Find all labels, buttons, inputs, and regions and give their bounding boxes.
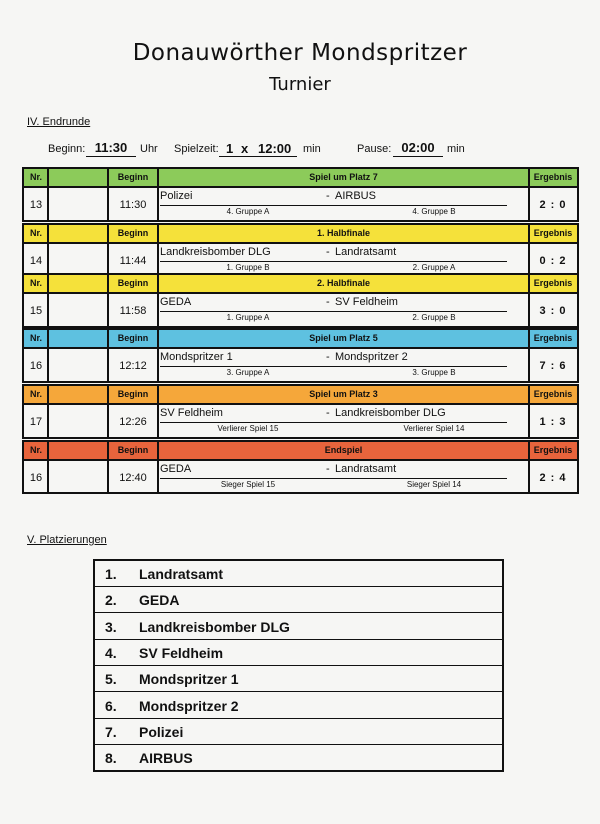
match-block (22, 440, 579, 494)
match-block (22, 328, 579, 383)
match-result: 3 : 0 (539, 305, 567, 317)
match-result: 2 : 0 (539, 199, 567, 211)
header-nr: Nr. (29, 228, 42, 238)
ranking-team: Mondspritzer 1 (139, 671, 239, 688)
match-result: 7 : 6 (539, 360, 567, 372)
ranking-position: 5. (105, 671, 117, 688)
team-1: Landkreisbomber DLG (160, 246, 271, 258)
ranking-team: SV Feldheim (139, 644, 224, 661)
team-1: SV Feldheim (160, 407, 223, 419)
team-1-source: Sieger Spiel 15 (220, 480, 276, 489)
spielzeit-value: 12:00 (258, 141, 292, 156)
divider (157, 169, 159, 220)
match-number: 16 (29, 472, 43, 484)
team-2: Landratsamt (335, 246, 397, 258)
ranking-position: 1. (105, 566, 117, 582)
section-platzierungen-heading: V. Platzierungen (27, 534, 107, 546)
team-1-source: 4. Gruppe A (226, 207, 270, 216)
vs-dash: - (326, 463, 330, 475)
match-title: 1. Halbfinale (316, 228, 370, 238)
header-beginn: Beginn (117, 333, 149, 343)
ranking-team: Polizei (139, 723, 184, 740)
divider (47, 442, 49, 492)
divider (107, 169, 109, 220)
team-1: GEDA (160, 296, 192, 308)
ranking-row (95, 666, 502, 692)
team-2-source: Sieger Spiel 14 (406, 480, 462, 489)
ranking-row (95, 719, 502, 745)
header-ergebnis: Ergebnis (533, 278, 573, 288)
header-nr: Nr. (29, 278, 42, 288)
pause-unit: min (447, 143, 465, 155)
divider (157, 386, 159, 437)
header-nr: Nr. (29, 333, 42, 343)
match-time: 12:40 (119, 472, 147, 484)
header-ergebnis: Ergebnis (533, 389, 573, 399)
divider (107, 386, 109, 437)
team-2: Mondspritzer 2 (335, 351, 408, 363)
page-subtitle: Turnier (269, 74, 331, 95)
team-1-source: 1. Gruppe B (226, 263, 270, 272)
match-time: 11:58 (119, 305, 147, 317)
spielzeit-unit: min (303, 143, 321, 155)
divider (157, 442, 159, 492)
divider (157, 330, 159, 381)
spielzeit-times: x (241, 141, 249, 156)
header-beginn: Beginn (117, 445, 149, 455)
divider (157, 225, 159, 276)
divider (528, 225, 530, 276)
match-title: Spiel um Platz 7 (309, 172, 378, 182)
match-number: 17 (29, 416, 43, 428)
team-1: Mondspritzer 1 (160, 351, 233, 363)
team-1-source: 3. Gruppe A (226, 368, 270, 377)
match-time: 12:26 (119, 416, 147, 428)
pause-value: 02:00 (393, 140, 443, 157)
team-2: Landratsamt (335, 463, 397, 475)
ranking-row (95, 745, 502, 771)
match-title: Spiel um Platz 3 (309, 389, 378, 399)
header-ergebnis: Ergebnis (533, 172, 573, 182)
ranking-table (93, 559, 504, 772)
team-underline (160, 422, 507, 423)
vs-dash: - (326, 296, 330, 308)
team-2: Landkreisbomber DLG (335, 407, 446, 419)
ranking-row (95, 561, 502, 587)
begin-label: Beginn: (48, 143, 86, 155)
divider (528, 330, 530, 381)
header-nr: Nr. (29, 172, 42, 182)
begin-value: 11:30 (86, 140, 136, 157)
divider (528, 275, 530, 326)
team-1: GEDA (160, 463, 192, 475)
divider (528, 169, 530, 220)
ranking-position: 3. (105, 618, 117, 635)
team-underline (160, 478, 507, 479)
ranking-row (95, 693, 502, 719)
divider (107, 225, 109, 276)
match-time: 12:12 (119, 360, 147, 372)
divider (47, 225, 49, 276)
header-beginn: Beginn (117, 389, 149, 399)
match-time: 11:44 (119, 255, 147, 267)
ranking-position: 8. (105, 750, 117, 767)
divider (107, 442, 109, 492)
divider (47, 386, 49, 437)
begin-unit: Uhr (140, 143, 158, 155)
header-beginn: Beginn (117, 278, 149, 288)
match-result: 1 : 3 (539, 416, 567, 428)
team-underline (160, 205, 507, 206)
ranking-team: Mondspritzer 2 (139, 697, 239, 714)
ranking-row (95, 640, 502, 666)
match-result: 0 : 2 (539, 255, 567, 267)
ranking-team: GEDA (139, 592, 180, 609)
page-title: Donauwörther Mondspritzer (132, 40, 468, 66)
team-2-source: Verlierer Spiel 14 (403, 424, 465, 433)
divider (157, 275, 159, 326)
divider (528, 386, 530, 437)
team-2-source: 3. Gruppe B (412, 368, 456, 377)
ranking-position: 7. (105, 723, 117, 740)
match-number: 15 (29, 305, 43, 317)
match-title: Endspiel (324, 445, 363, 455)
header-nr: Nr. (29, 389, 42, 399)
match-title: Spiel um Platz 5 (309, 333, 378, 343)
team-1: Polizei (160, 190, 193, 202)
ranking-team: Landkreisbomber DLG (139, 618, 290, 635)
team-underline (160, 311, 507, 312)
header-ergebnis: Ergebnis (533, 445, 573, 455)
match-block (22, 384, 579, 439)
spielzeit-count: 1 (226, 141, 234, 156)
section-endrunde-heading: IV. Endrunde (27, 116, 91, 128)
ranking-position: 2. (105, 592, 117, 609)
divider (47, 330, 49, 381)
team-2-source: 2. Gruppe B (412, 313, 456, 322)
team-2: SV Feldheim (335, 296, 398, 308)
divider (47, 275, 49, 326)
vs-dash: - (326, 407, 330, 419)
team-underline (160, 366, 507, 367)
vs-dash: - (326, 246, 330, 258)
header-beginn: Beginn (117, 172, 149, 182)
team-2-source: 4. Gruppe B (412, 207, 456, 216)
vs-dash: - (326, 190, 330, 202)
match-number: 13 (29, 199, 43, 211)
header-ergebnis: Ergebnis (533, 333, 573, 343)
divider (107, 275, 109, 326)
ranking-row (95, 587, 502, 613)
pause-label: Pause: (357, 143, 392, 155)
team-1-source: 1. Gruppe A (226, 313, 270, 322)
match-time: 11:30 (119, 199, 147, 211)
spielzeit-label: Spielzeit: (174, 143, 219, 155)
team-1-source: Verlierer Spiel 15 (217, 424, 279, 433)
match-block (22, 167, 579, 222)
ranking-row (95, 614, 502, 640)
match-result: 2 : 4 (539, 472, 567, 484)
team-underline (160, 261, 507, 262)
vs-dash: - (326, 351, 330, 363)
team-2-source: 2. Gruppe A (412, 263, 456, 272)
divider (107, 330, 109, 381)
header-beginn: Beginn (117, 228, 149, 238)
header-ergebnis: Ergebnis (533, 228, 573, 238)
ranking-position: 4. (105, 644, 117, 661)
team-2: AIRBUS (335, 190, 376, 202)
divider (528, 442, 530, 492)
match-number: 16 (29, 360, 43, 372)
match-title: 2. Halbfinale (316, 278, 370, 288)
match-block (22, 273, 579, 328)
ranking-position: 6. (105, 697, 117, 714)
match-block (22, 223, 579, 278)
ranking-team: Landratsamt (139, 566, 224, 582)
header-nr: Nr. (29, 445, 42, 455)
divider (47, 169, 49, 220)
match-number: 14 (29, 255, 43, 267)
ranking-team: AIRBUS (139, 750, 193, 767)
